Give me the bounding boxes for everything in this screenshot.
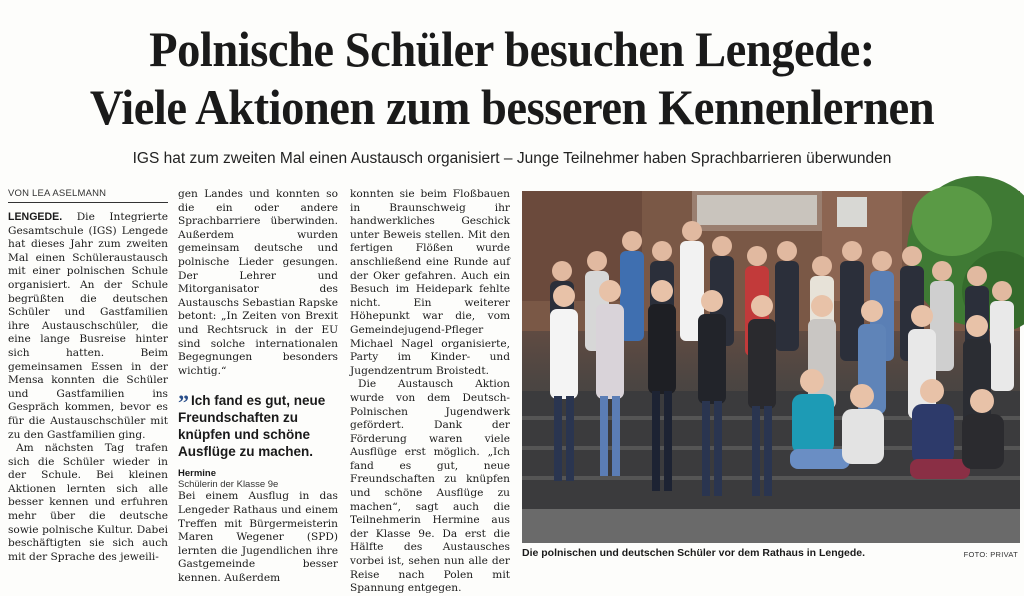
paragraph: konnten sie beim Floßbauen in Braunschweig ihr handwerkliches Geschick unter Beweis stellen. Mit den fertigen Flößen wurde anschließend eine Runde auf der Oker gefahren. Auch ein Besuch im Heidepark fehlte nicht. Ein weiterer Höhepunkt war die, vom Gemeindejugend-Pfleger Michael Nagel organisierte, Party im Kinder- und Jugendzentrum Broistedt. xyxy=(350,188,510,377)
group-photo xyxy=(522,191,1020,543)
paragraph: gen Landes und konnten so die ein oder andere Sprachbarriere überwinden. Außerdem wurden gemeinsam deutsche und polnische Lieder gesungen. Der Lehrer und Mitorganisator des Austauschs Sebastian Rapske betont: „In Zeiten von Brexit und Rechtsruck in der EU sind solche internationalen Begegnungen besonders wichtig.“ xyxy=(178,188,338,377)
article-column-3 xyxy=(350,188,510,596)
pull-quote-text: Ich fand es gut, neue Freundschaften zu knüpfen und schöne Ausflüge zu machen. xyxy=(178,393,326,460)
pull-quote-text-block xyxy=(178,392,338,460)
pull-quote xyxy=(178,392,338,490)
paragraph-text: Die Integrierte Gesamtschule (IGS) Lengede hat dieses Jahr zum zweiten Mal einen Schüleraustausch mit einer polnischen Schule organisiert. An der Schule begrüßten die deutschen Schüler und Gastfamilien ihre Austauschschüler, die eine lange Busreise hinter sich hatten. Beim gemeinsamen Essen in der Mensa konnten die Schüler und Gastfamilien ins Gespräch kommen, bevor es für die Austauschschüler mit zu den Gastfamilien ging. xyxy=(8,211,168,441)
headline-line-2: Viele Aktionen zum besseren Kennenlernen xyxy=(89,79,935,135)
dateline: LENGEDE. xyxy=(8,211,63,223)
photo-caption: Die polnischen und deutschen Schüler vor dem Rathaus in Lengede. xyxy=(522,547,866,559)
pull-quote-name: Hermine xyxy=(178,468,217,480)
headline-line-1: Polnische Schüler besuchen Lengede: xyxy=(149,21,875,77)
quote-mark-icon: ” xyxy=(178,390,189,416)
pull-quote-role: Schülerin der Klasse 9e xyxy=(178,479,279,491)
paragraph: Am nächsten Tag trafen sich die Schüler wieder in der Schule. Bei kleinen Aktionen lernten sich alle besser kennen und erfuhren mehr über die deutsche sowie polnische Kultur. Dabei beschäftigten sie sich auch mit der Sprache des jeweili- xyxy=(8,442,168,563)
paragraph: Bei einem Ausflug in das Lengeder Rathaus und einem Treffen mit Bürgermeisterin Maren Wegener (SPD) lernten die Jugendlichen ihre Gastgemeinde besser kennen. Außerdem xyxy=(178,490,338,584)
article-column-1 xyxy=(8,211,168,564)
paragraph xyxy=(8,211,168,442)
photo-credit: FOTO: PRIVAT xyxy=(963,550,1018,559)
paragraph: Die Austausch Aktion wurde von dem Deutsch-Polnischen Jugendwerk gefördert. Dank der Förderung waren viele Ausflüge erst möglich. „Ich fand es gut, neue Freundschaften zu knüpfen und schöne Ausflüge zu machen“, sagt auch die Teilnehmerin Hermine aus der Klasse 9e. Da erst die Hälfte des Austausches vorbei ist, sehen nun alle der Reise nach Polen mit Spannung entgegen. xyxy=(350,378,510,595)
subheadline: IGS hat zum zweiten Mal einen Austausch organisiert – Junge Teilnehmer haben Sprachbarrieren überwunden xyxy=(132,150,892,167)
article-column-2 xyxy=(178,188,338,585)
byline: VON LEA ASELMANN xyxy=(8,188,168,203)
